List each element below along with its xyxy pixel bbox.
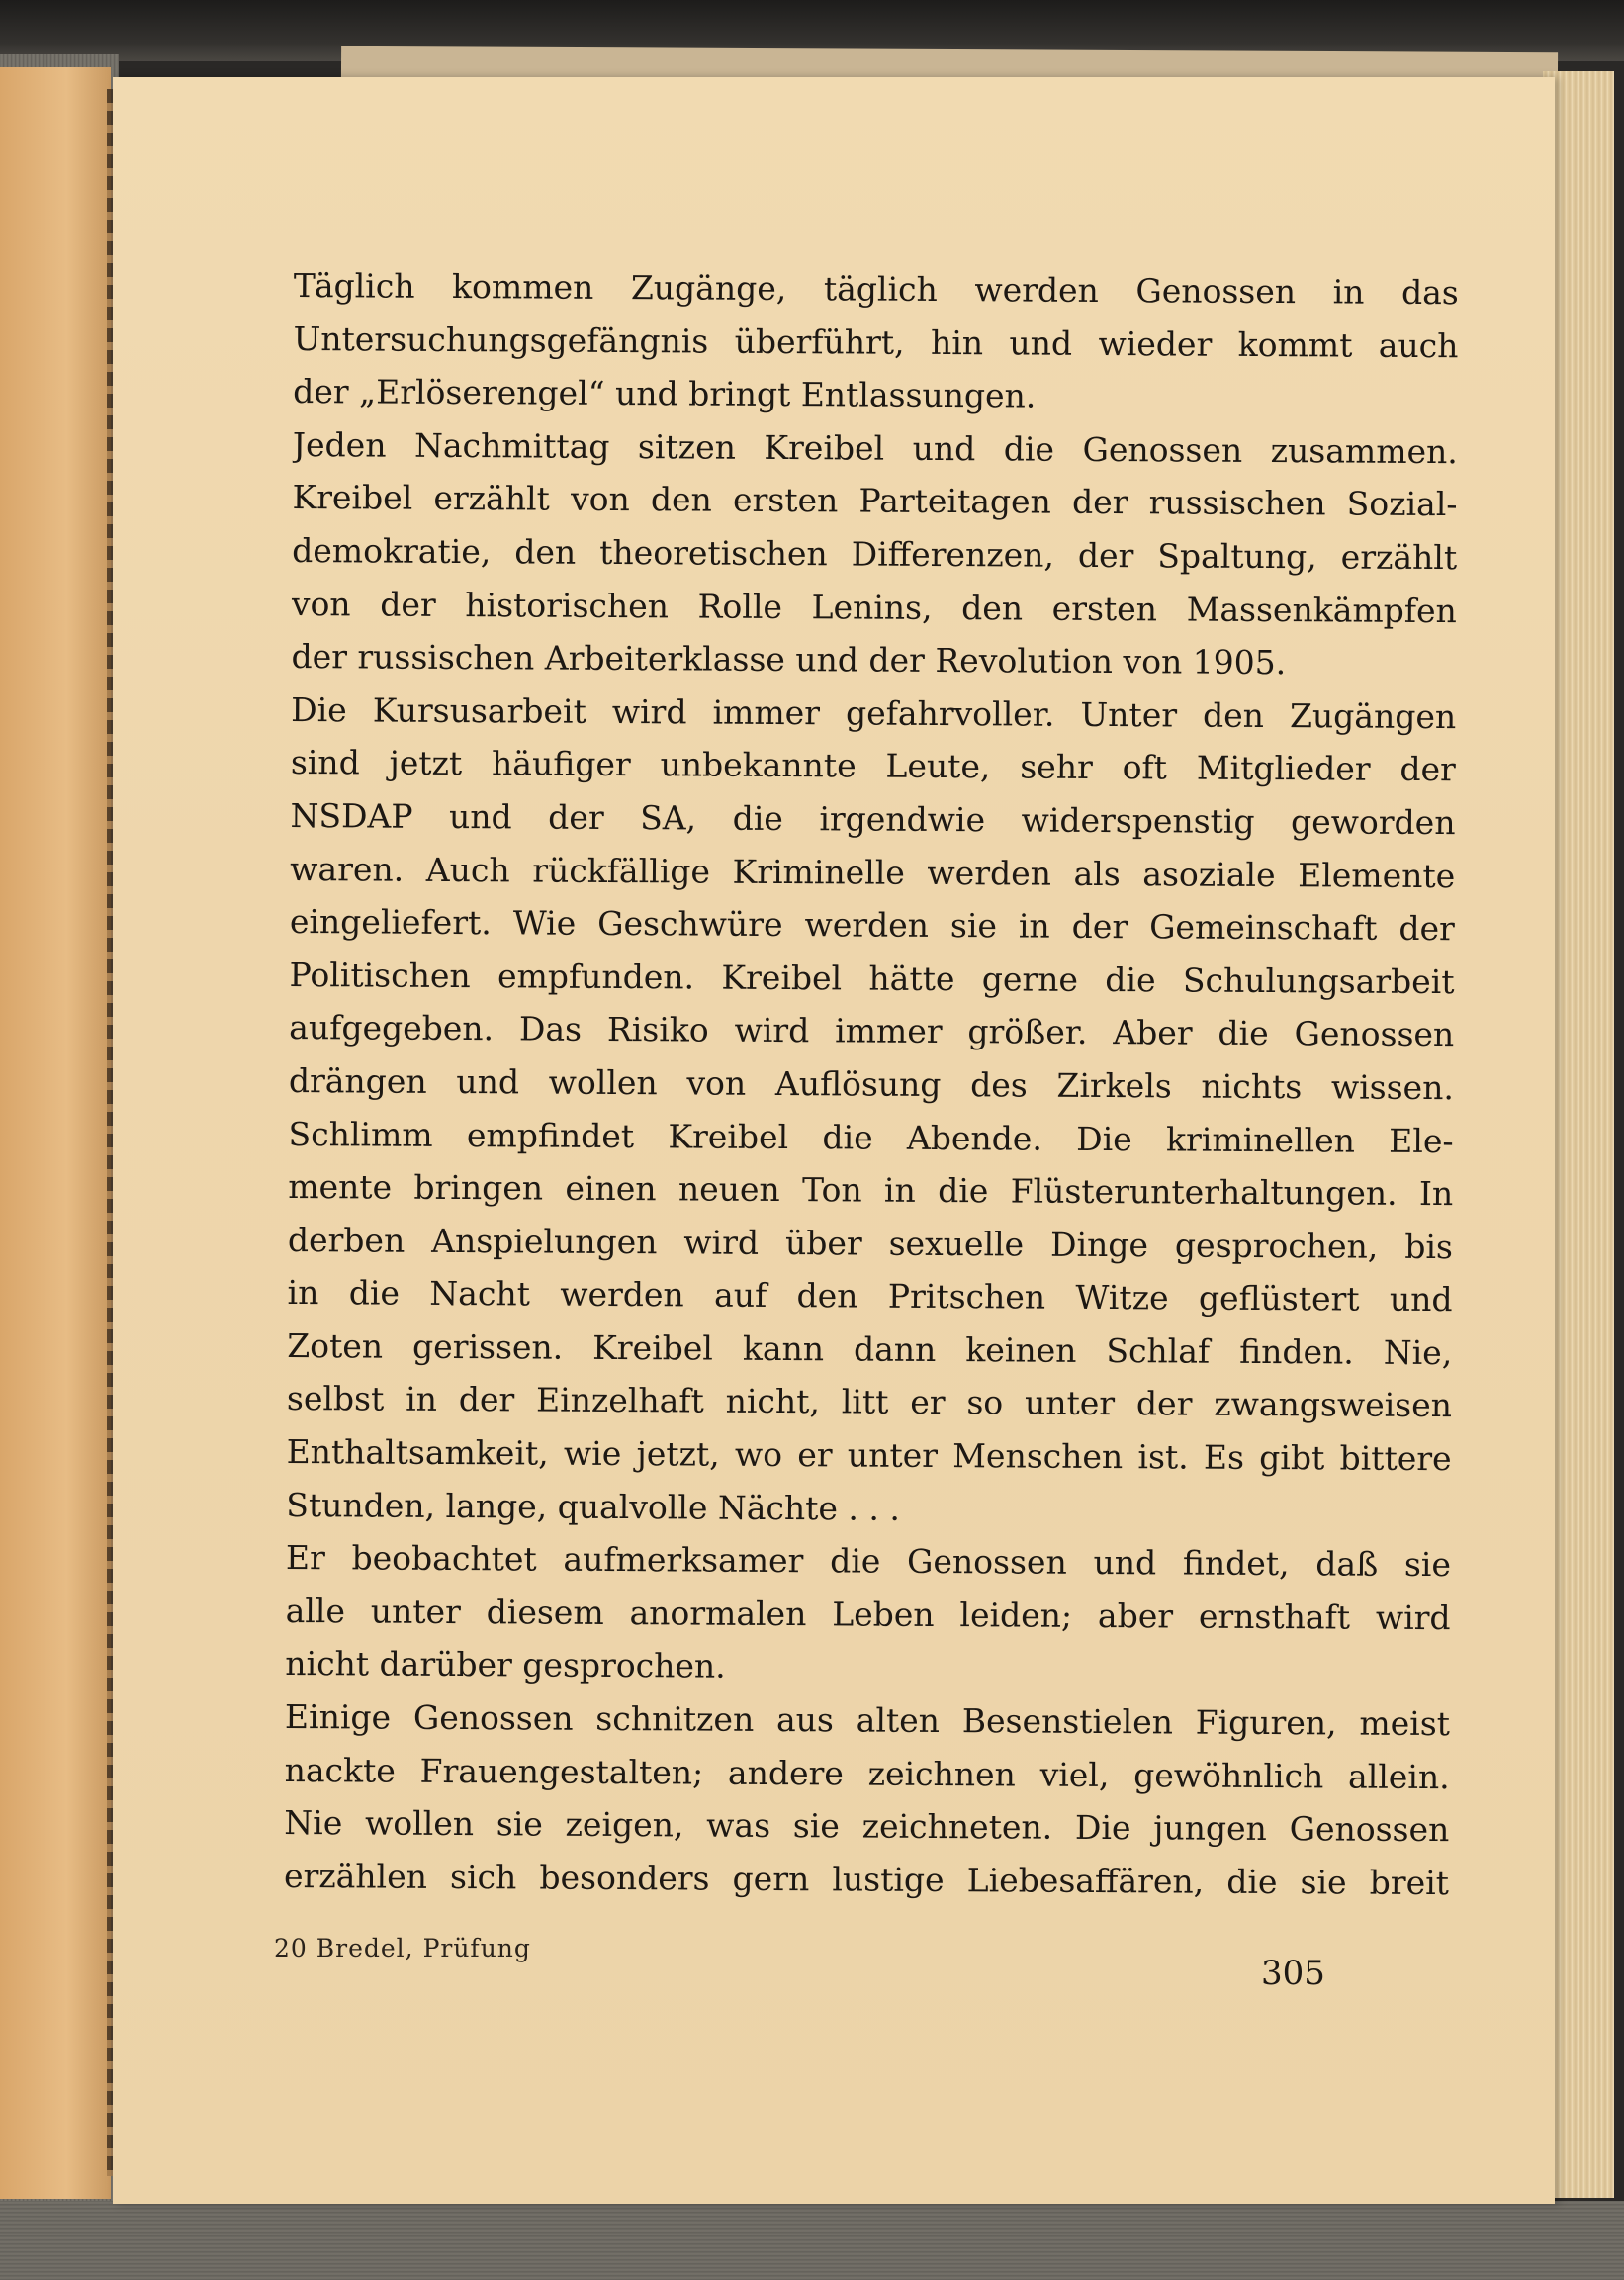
text-line: Einige Genossen schnitzen aus alten Besenstielen Figuren, meist (284, 1697, 1451, 1744)
text-line: Untersuchungsgefängnis überführt, hin und wieder kommt auch (293, 319, 1459, 365)
text-line: Zoten gerissen. Kreibel kann dann keinen Schlaf finden. Nie, (287, 1325, 1453, 1373)
text-line: sind jetzt häufiger unbekannte Leute, sehr oft Mitglieder der (290, 743, 1456, 789)
text-line: nicht darüber gesprochen. (285, 1644, 726, 1687)
text-line: waren. Auch rückfällige Kriminelle werden als asoziale Elemente (290, 849, 1456, 895)
text-line: derben Anspielungen wird über sexuelle Dinge gesprochen, bis (287, 1220, 1454, 1266)
text-line: Kreibel erzählt von den ersten Parteitagen der russischen Sozial- (292, 478, 1458, 524)
text-line: eingeliefert. Wie Geschwüre werden sie in der Gemeinschaft der (289, 902, 1456, 949)
text-line: nackte Frauengestalten; andere zeichnen viel, gewöhnlich allein. (284, 1750, 1450, 1796)
text-line: Stunden, lange, qualvolle Nächte . . . (286, 1485, 901, 1528)
book-cover-bottom (0, 2201, 1624, 2280)
text-line: in die Nacht werden auf den Pritschen Witze geflüstert und (287, 1273, 1453, 1320)
page-number: 305 (1261, 1954, 1325, 1993)
text-line: von der historischen Rolle Lenins, den ersten Massenkämpfen (291, 584, 1457, 630)
text-line: der „Erlöserengel“ und bringt Entlassungen. (293, 372, 1037, 415)
facing-page (0, 67, 111, 2199)
text-line: Die Kursusarbeit wird immer gefahrvoller. Unter den Zugängen (291, 689, 1457, 736)
book-page (113, 77, 1555, 2204)
text-line: erzählen sich besonders gern lustige Liebesaffären, die sie breit (283, 1856, 1450, 1902)
text-line: Täglich kommen Zugänge, täglich werden Genossen in das (293, 265, 1459, 313)
text-line: mente bringen einen neuen Ton in die Flüsterunterhaltungen. In (288, 1167, 1454, 1214)
text-line: Jeden Nachmittag sitzen Kreibel und die Genossen zusammen. (292, 424, 1458, 471)
text-line: der russischen Arbeiterklasse und der Revolution von 1905. (291, 637, 1287, 683)
text-line: Politischen empfunden. Kreibel hätte gerne die Schulungsarbeit (289, 955, 1455, 1001)
text-line: Nie wollen sie zeigen, was sie zeichneten. Die jungen Genossen (284, 1803, 1450, 1850)
text-line: aufgegeben. Das Risiko wird immer größer. Aber die Genossen (289, 1008, 1455, 1054)
footer-signature: 20 Bredel, Prüfung (274, 1934, 531, 1962)
text-line: demokratie, den theoretischen Differenzen, der Spaltung, erzählt (292, 530, 1458, 578)
text-line: drängen und wollen von Auflösung des Zirkels nichts wissen. (288, 1060, 1455, 1108)
page-body-text (284, 259, 1459, 1910)
text-line: alle unter diesem anormalen Leben leiden; aber ernsthaft wird (285, 1591, 1451, 1638)
text-line: Enthaltsamkeit, wie jetzt, wo er unter Menschen ist. Es gibt bittere (286, 1432, 1452, 1479)
text-line: selbst in der Einzelhaft nicht, litt er so unter der zwangsweisen (286, 1379, 1453, 1425)
text-line: Schlimm empfindet Kreibel die Abende. Die kriminellen Ele- (288, 1114, 1454, 1160)
text-line: Er beobachtet aufmerksamer die Genossen und findet, daß sie (285, 1538, 1452, 1585)
text-line: NSDAP und der SA, die irgendwie widerspenstig geworden (290, 795, 1456, 843)
